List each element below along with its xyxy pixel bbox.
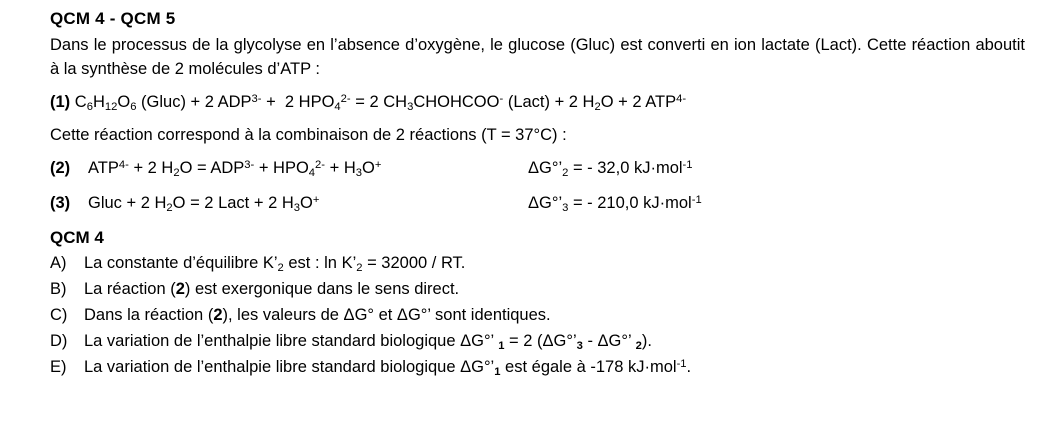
equation-1 <box>50 90 1025 115</box>
answer-option-c[interactable] <box>50 302 1025 328</box>
equation-2-number: (2) <box>50 159 71 178</box>
answer-letter-d: D) <box>50 331 68 350</box>
answer-letter-a: A) <box>50 253 67 272</box>
answer-option-d[interactable] <box>50 328 1025 354</box>
answer-option-e[interactable] <box>50 354 1025 380</box>
equation-2-value: $\Delta G^\circ’_2$ = - 32,0 kJ·mol$^{-1}$ <box>528 158 693 180</box>
document-content <box>50 8 1025 380</box>
answer-letter-c: C) <box>50 305 68 324</box>
question-title: QCM 4 <box>50 227 104 247</box>
page-title: QCM 4 - QCM 5 <box>50 9 176 28</box>
equation-1-body: $C_6H_{12}O_6$ (Gluc) + 2 $ADP^{3-} + 2$ $HPO_4^{2-} = 2$ $CH_3CHOHCOO^-$ (Lact) + 2 $H_2O + 2$ $ATP^{4-}$ <box>74 92 687 114</box>
answer-letter-b: B) <box>50 279 67 298</box>
answer-list <box>50 250 1025 380</box>
answer-text-d: La variation de l’enthalpie libre standard biologique ΔG°’ $_1$ = 2 ($\Delta G^\circ’_3 - \Delta G^\circ$’ $_2$). <box>84 331 652 352</box>
equation-2-body: $ATP^{4-} + 2$ $H_2O = ADP^{3-} + HPO_4^{2-} + H_3O^+$ <box>88 158 382 180</box>
answer-option-b[interactable] <box>50 276 1025 302</box>
equation-3-body: Gluc + 2 $H_2O = 2$ Lact + 2 $H_3O^+$ <box>88 193 320 214</box>
answer-text-b: La réaction (2) est exergonique dans le sens direct. <box>84 279 460 298</box>
equation-3-value: $\Delta G^\circ’_3$ = - 210,0 kJ·mol$^{-1}$ <box>528 193 702 214</box>
equation-1-number: (1) <box>50 92 71 111</box>
combination-note: Cette réaction correspond à la combinaison de 2 réactions (T = 37°C) : <box>50 125 567 144</box>
answer-option-a[interactable] <box>50 250 1025 276</box>
equation-3 <box>50 191 1025 216</box>
equation-3-number: (3) <box>50 193 71 212</box>
answer-letter-e: E) <box>50 357 67 376</box>
answer-text-a: La constante d’équilibre $K’_2$ est : $\ln K’_2 = 32000$ / RT. <box>84 253 466 274</box>
answer-text-c: Dans la réaction (2), les valeurs de ΔG° et ΔG°’ sont identiques. <box>84 305 551 324</box>
equation-2 <box>50 156 1025 181</box>
intro-paragraph: Dans le processus de la glycolyse en l’absence d’oxygène, le glucose (Gluc) est converti en ion lactate (Lact). Cette réaction aboutit à la synthèse de 2 molécules d’ATP : <box>50 36 1025 78</box>
answer-text-e: La variation de l’enthalpie libre standard biologique $\Delta G^\circ’_1$ est égale à -178 kJ·mol$^{-1}$. <box>84 357 692 378</box>
